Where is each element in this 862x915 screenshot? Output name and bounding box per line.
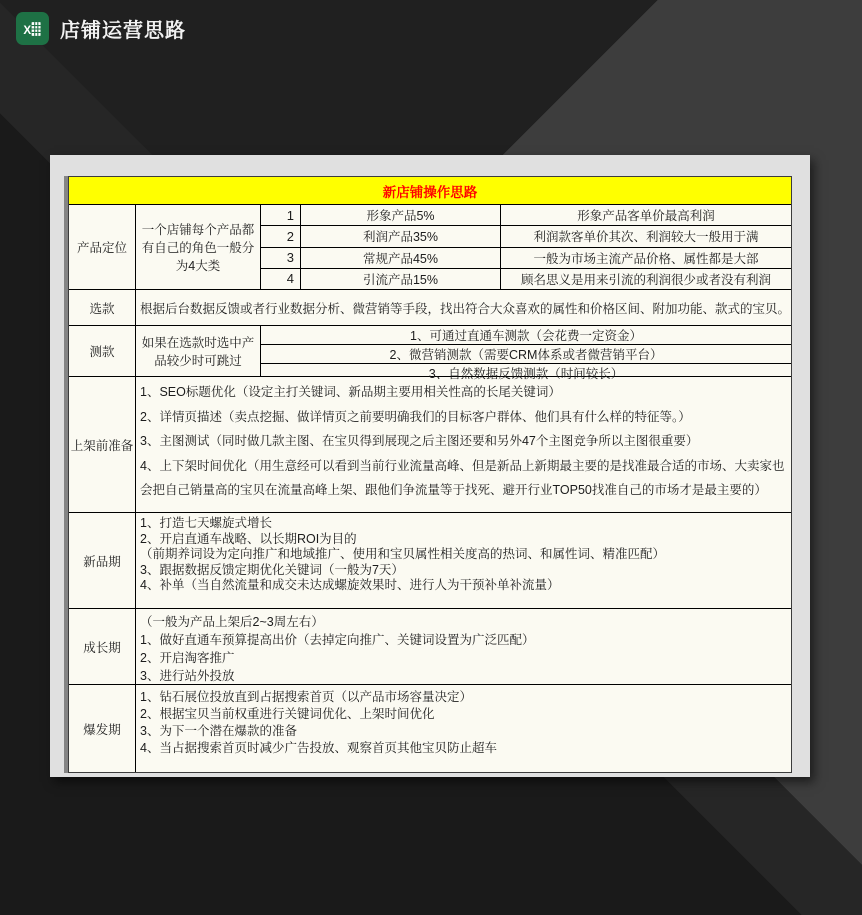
svg-text:X: X xyxy=(22,23,31,37)
new-period-content xyxy=(136,513,791,608)
spreadsheet-page xyxy=(50,155,810,777)
product-positioning-note: 一个店铺每个产品都有自己的角色一般分为4大类 xyxy=(136,205,261,289)
product-desc: 利润款客单价其次、利润较大一般用于满 xyxy=(533,230,759,245)
row-number: 1 xyxy=(261,205,301,225)
excel-icon xyxy=(16,12,49,45)
content-line: 2、开启淘客推广 xyxy=(140,651,235,665)
table-row xyxy=(261,226,791,247)
row-number: 2 xyxy=(261,226,301,246)
row-label-explosion-period: 爆发期 xyxy=(69,685,136,772)
operation-plan-table xyxy=(68,176,792,773)
table-row xyxy=(261,248,791,269)
row-label-testing: 测款 xyxy=(69,326,136,376)
content-line: 1、打造七天螺旋式增长 xyxy=(140,516,272,530)
testing-item: 2、微营销测款（需要CRM体系或者微营销平台） xyxy=(261,345,791,364)
content-line: 2、根据宝贝当前权重进行关键词优化、上架时间优化 xyxy=(140,707,435,721)
product-type: 利润产品35% xyxy=(301,226,501,246)
content-line: 1、SEO标题优化（设定主打关键词、新品期主要用相关性高的长尾关键词） xyxy=(140,385,561,399)
explosion-period-content xyxy=(136,685,791,772)
row-label-new-period: 新品期 xyxy=(69,513,136,608)
row-label-prelaunch: 上架前准备 xyxy=(69,377,136,512)
row-label-product-positioning: 产品定位 xyxy=(69,205,136,289)
section-testing xyxy=(69,326,791,381)
product-desc: 形象产品客单价最高利润 xyxy=(577,209,715,224)
content-line: 1、钻石展位投放直到占据搜索首页（以产品市场容量决定） xyxy=(140,690,472,704)
table-row xyxy=(261,269,791,289)
prelaunch-content xyxy=(136,377,791,512)
content-line: 4、当占据搜索首页时减少广告投放、观察首页其他宝贝防止超车 xyxy=(140,741,497,755)
content-line: 3、主图测试（同时做几款主图、在宝贝得到展现之后主图还要和另外47个主图竞争所以主图很重要） xyxy=(140,434,699,448)
app-header xyxy=(16,12,186,45)
section-new-period xyxy=(69,513,791,609)
content-line: 3、为下一个潜在爆款的准备 xyxy=(140,724,297,738)
testing-item: 3、自然数据反馈测款（时间较长） xyxy=(428,367,624,381)
content-line: （前期养词设为定向推广和地域推广、使用和宝贝属性相关度高的热词、和属性词、精准匹配） xyxy=(140,547,666,562)
page-title: 店铺运营思路 xyxy=(60,20,186,42)
table-title: 新店铺操作思路 xyxy=(69,177,791,205)
excel-logo-glyph xyxy=(22,18,44,40)
content-line: 1、做好直通车预算提高出价（去掉定向推广、关键词设置为广泛匹配） xyxy=(140,633,535,647)
content-line: 4、上下架时间优化（用生意经可以看到当前行业流量高峰、但是新品上新期最主要的是找准最合适的市场、大卖家也会把自己销量高的宝贝在流量高峰上架、跟他们争流量等于找死、避开行业TOP50找准自己的市场才是最主要的） xyxy=(140,458,785,497)
row-number: 3 xyxy=(261,248,301,268)
testing-note: 如果在选款时选中产品较少时可跳过 xyxy=(136,326,261,376)
section-growth-period xyxy=(69,609,791,685)
testing-item: 1、可通过直通车测款（会花费一定资金） xyxy=(261,326,791,345)
content-line: （一般为产品上架后2~3周左右） xyxy=(140,615,324,629)
product-type: 常规产品45% xyxy=(301,248,501,268)
section-explosion-period xyxy=(69,685,791,772)
row-number: 4 xyxy=(261,269,301,289)
growth-period-content xyxy=(136,609,791,684)
content-line: 2、详情页描述（卖点挖掘、做详情页之前要明确我们的目标客户群体、他们具有什么样的特征等。） xyxy=(140,409,691,424)
product-desc: 顾名思义是用来引流的利润很少或者没有利润 xyxy=(520,272,771,287)
selection-content: 根据后台数据反馈或者行业数据分析、微营销等手段，找出符合大众喜欢的属性和价格区间、附加功能、款式的宝贝。 xyxy=(140,301,791,316)
table-row xyxy=(261,205,791,226)
section-prelaunch xyxy=(69,377,791,513)
content-line: 2、开启直通车战略、以长期ROI为目的 xyxy=(140,531,357,546)
product-type: 引流产品15% xyxy=(301,269,501,289)
content-line: 4、补单（当自然流量和成交未达成螺旋效果时、进行人为干预补单补流量） xyxy=(140,578,560,593)
product-type: 形象产品5% xyxy=(301,205,501,225)
testing-items xyxy=(261,326,791,381)
section-product-positioning xyxy=(69,205,791,290)
content-line: 3、进行站外投放 xyxy=(140,669,235,683)
section-selection xyxy=(69,290,791,326)
row-label-growth-period: 成长期 xyxy=(69,609,136,684)
product-positioning-rows xyxy=(261,205,791,289)
content-line: 3、跟据数据反馈定期优化关键词（一般为7天） xyxy=(140,562,404,577)
product-desc: 一般为市场主流产品价格、属性都是大部 xyxy=(533,251,759,266)
row-label-selection: 选款 xyxy=(69,290,136,325)
